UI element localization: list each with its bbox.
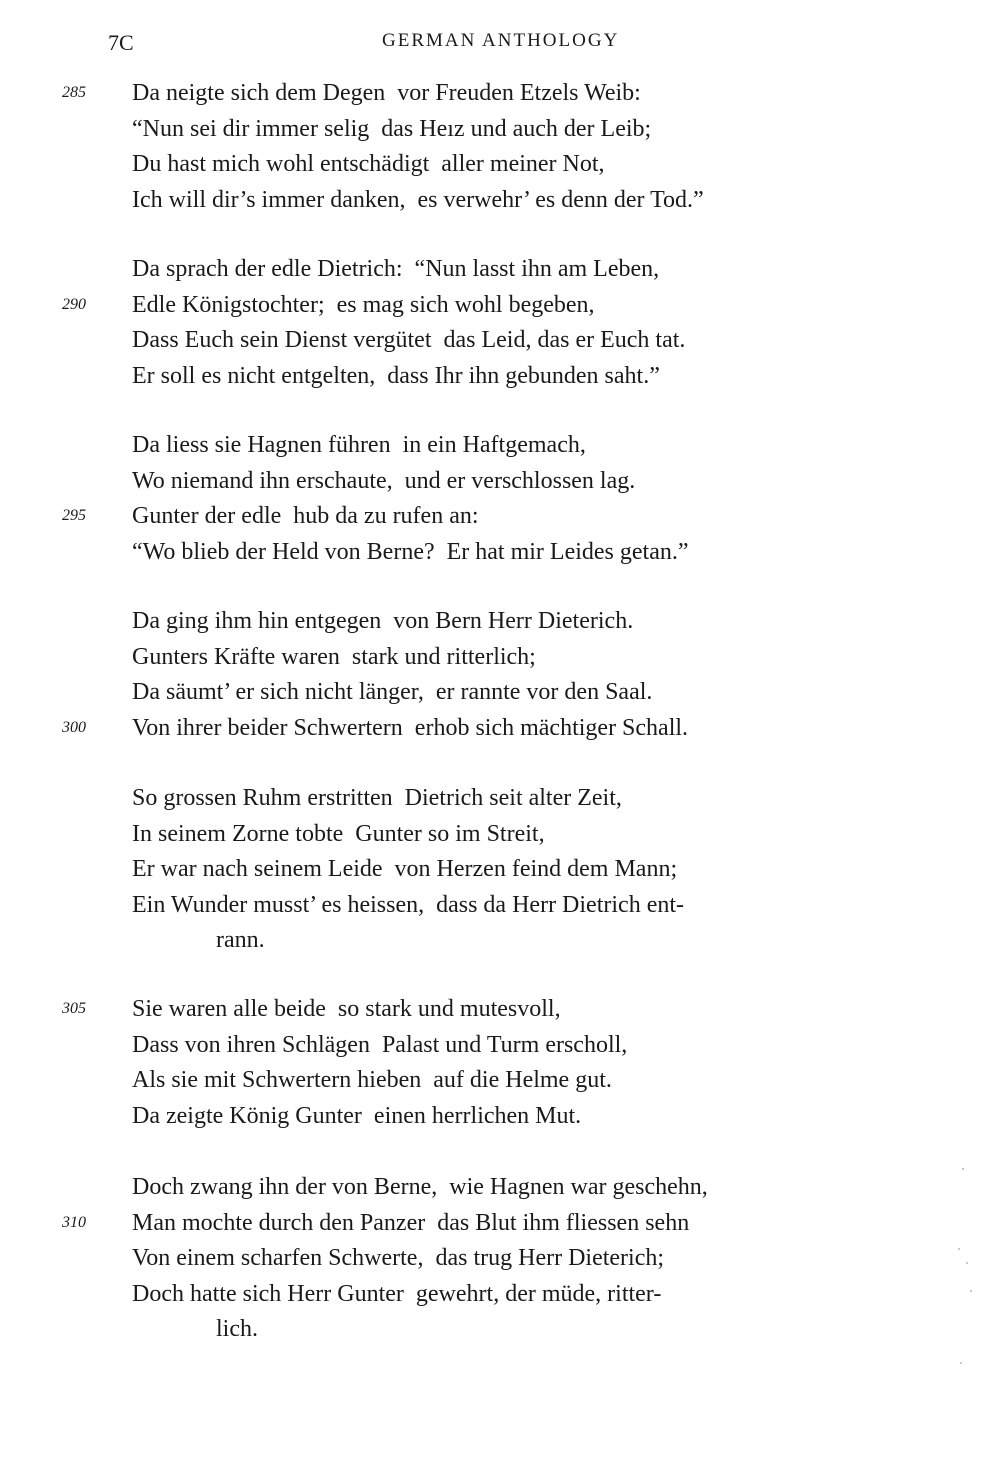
verse-line [0,854,1000,890]
verse-text: “Wo blieb der Held von Berne? Er hat mir Leides getan.” [132,538,689,565]
verse-text: Als sie mit Schwertern hieben auf die Helme gut. [132,1067,612,1094]
verse-text: Ich will dir’s immer danken, es verwehr’ es denn der Tod.” [132,186,704,213]
line-number: 305 [62,1000,86,1017]
line-number: 310 [62,1213,86,1231]
line-number: 290 [62,295,86,313]
verse-text: Da liess sie Hagnen führen in ein Haftgemach, [132,432,586,458]
verse-text: Von ihrer beider Schwertern erhob sich mächtiger Schall. [132,714,689,741]
verse-text: In seinem Zorne tobte Gunter so im Streit, [132,820,545,847]
verse-text: Doch zwang ihn der von Berne, wie Hagnen war geschehn, [132,1174,708,1200]
verse-line [0,783,1000,819]
stanza [0,430,1000,572]
line-number: 295 [62,507,86,525]
stanza [0,78,1000,220]
verse-line [0,78,1000,114]
running-head: GERMAN ANTHOLOGY [382,30,620,51]
verse-text: Sie waren alle beide so stark und mutesvoll, [132,996,561,1022]
verse-line [0,925,1000,961]
verse-line [0,1101,1000,1137]
verse-text: rann. [216,927,265,954]
verse-line [0,1172,1000,1208]
verse-text: Von einem scharfen Schwerte, das trug Herr Dieterich; [132,1245,665,1272]
verse-line [0,1279,1000,1315]
verse-text: Da säumt’ er sich nicht länger, er rannte vor den Saal. [132,679,653,706]
verse-text: lich. [216,1316,258,1343]
verse-text: Ein Wunder musst’ es heissen, dass da Herr Dietrich ent- [132,891,684,918]
verse-line [0,1065,1000,1101]
verse-text: Wo niemand ihn erschaute, und er verschlossen lag. [132,467,636,494]
verse-line [0,606,1000,642]
verse-line [0,642,1000,678]
verse-text: Doch hatte sich Herr Gunter gewehrt, der müde, ritter- [132,1280,662,1307]
verse-line [0,994,1000,1030]
verse-line [0,325,1000,361]
verse-text: Da sprach der edle Dietrich: “Nun lasst ihn am Leben, [132,256,660,282]
verse-text: Edle Königstochter; es mag sich wohl begeben, [132,291,595,318]
page-number: 7C [108,30,134,55]
stanza [0,606,1000,748]
stanza [0,1172,1000,1350]
verse-line [0,254,1000,290]
verse-text: Man mochte durch den Panzer das Blut ihm fliessen sehn [132,1209,690,1236]
verse-line [0,361,1000,397]
verse-line [0,185,1000,221]
verse-line [0,1208,1000,1244]
verse-text: Dass von ihren Schlägen Palast und Turm erscholl, [132,1031,628,1058]
verse-line [0,1243,1000,1279]
scan-speck [966,1262,968,1264]
verse-text: Da neigte sich dem Degen vor Freuden Etzels Weib: [132,80,641,106]
verse-line [0,501,1000,537]
line-number: 285 [62,84,86,101]
stanza [0,254,1000,396]
stanza [0,994,1000,1136]
verse-line [0,466,1000,502]
verse-line [0,819,1000,855]
stanza [0,783,1000,961]
verse-line [0,537,1000,573]
verse-line [0,430,1000,466]
verse-line [0,290,1000,326]
verse-text: Dass Euch sein Dienst vergütet das Leid, das er Euch tat. [132,327,686,354]
verse-text: Du hast mich wohl entschädigt aller meiner Not, [132,151,605,178]
scan-speck [958,1248,960,1250]
verse-line [0,890,1000,926]
verse-line [0,1314,1000,1350]
verse-text: Gunters Kräfte waren stark und ritterlich; [132,643,536,670]
scan-speck [962,1168,964,1170]
verse-text: Gunter der edle hub da zu rufen an: [132,503,479,530]
verse-text: Da zeigte König Gunter einen herrlichen Mut. [132,1102,582,1129]
verse-text: Er soll es nicht entgelten, dass Ihr ihn gebunden saht.” [132,362,660,389]
verse-text: “Nun sei dir immer selig das Heız und auch der Leib; [132,115,652,142]
verse-line [0,149,1000,185]
verse-line [0,1030,1000,1066]
verse-text: Er war nach seinem Leide von Herzen feind dem Mann; [132,856,678,883]
verse-text: So grossen Ruhm erstritten Dietrich seit alter Zeit, [132,785,622,811]
verse-line [0,114,1000,150]
verse-line [0,713,1000,749]
scan-speck [970,1290,972,1292]
scan-speck [960,1362,962,1364]
verse-line [0,677,1000,713]
line-number: 300 [62,718,86,736]
verse-text: Da ging ihm hin entgegen von Bern Herr Dieterich. [132,608,634,634]
